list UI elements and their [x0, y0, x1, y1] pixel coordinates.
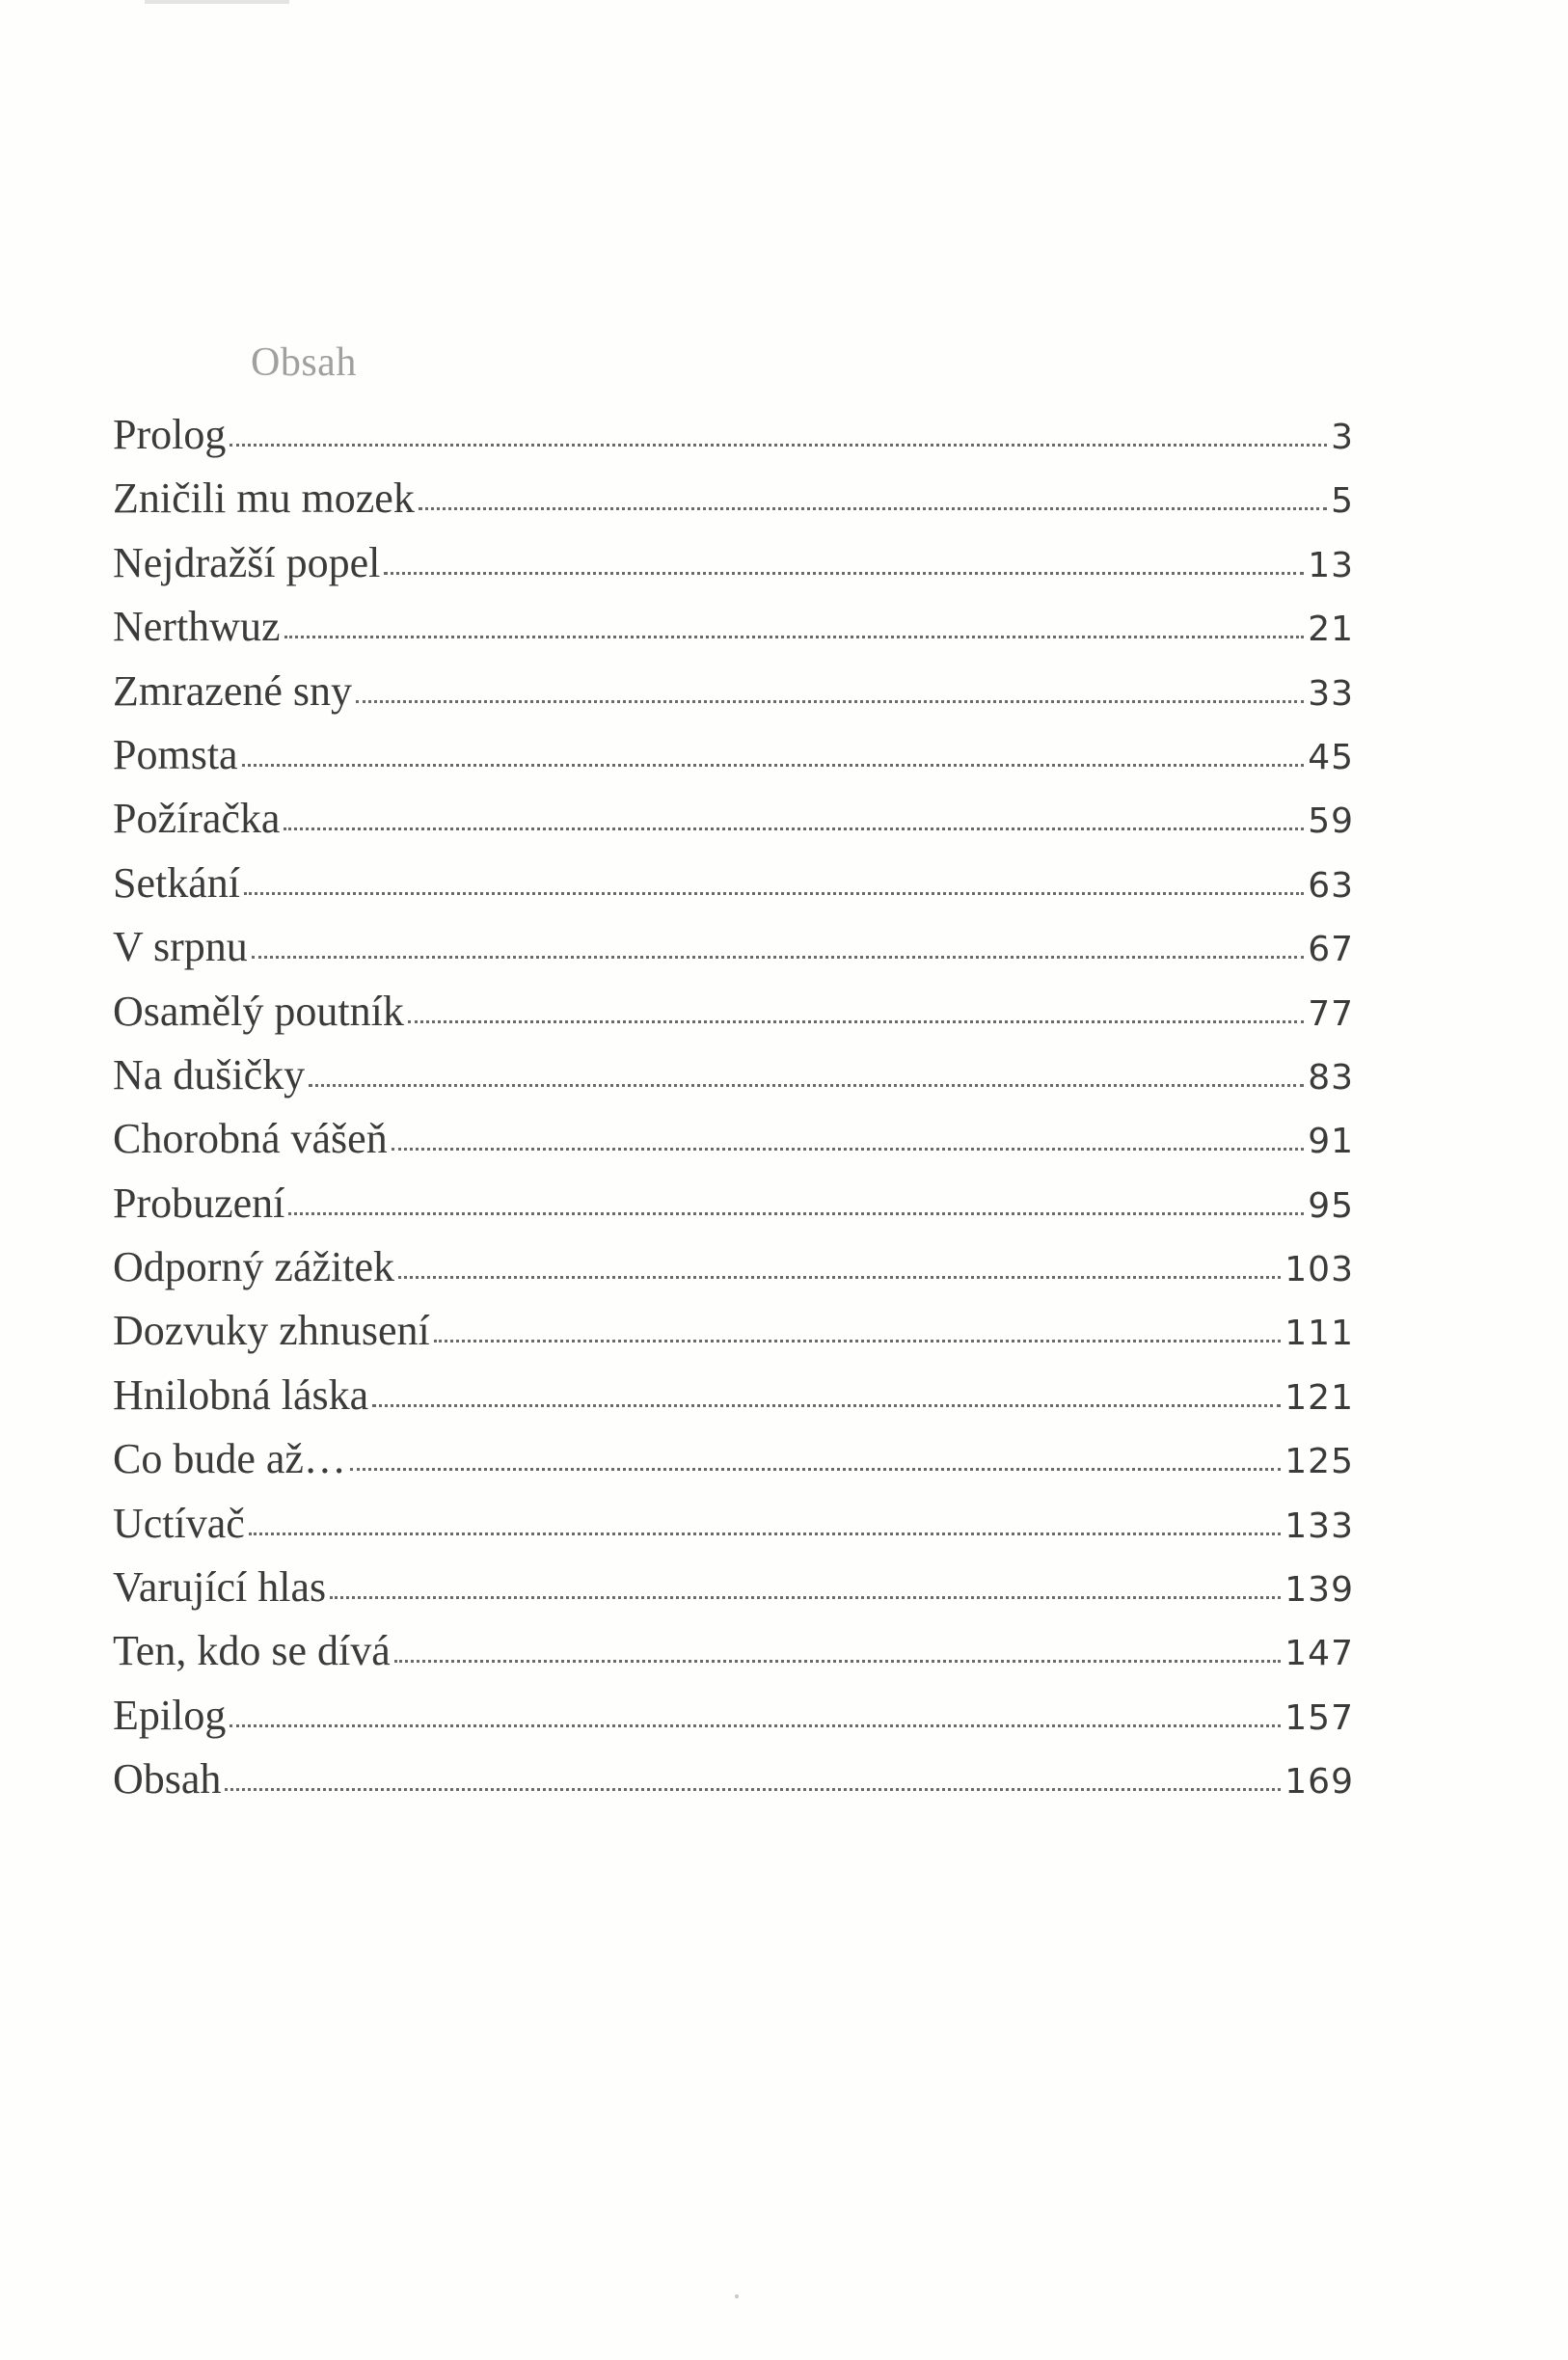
dot-leader	[284, 636, 1305, 638]
toc-entry	[113, 1364, 1354, 1427]
dot-leader	[434, 1340, 1282, 1343]
toc-entry-page: 139	[1284, 1570, 1354, 1611]
toc-entry-title: Chorobná vášeň	[113, 1115, 388, 1163]
toc-entry	[113, 1619, 1354, 1683]
toc-entry	[113, 595, 1354, 659]
toc-entry-title: Hnilobná láska	[113, 1370, 369, 1419]
dot-leader	[242, 764, 1305, 767]
toc-entry	[113, 1748, 1354, 1811]
toc-heading: Obsah	[251, 340, 357, 385]
dot-leader	[398, 1276, 1281, 1279]
toc-entry-title: Pomsta	[113, 730, 238, 778]
toc-entry-title: Na dušičky	[113, 1050, 306, 1099]
dot-leader	[225, 1788, 1281, 1791]
toc-entry	[113, 1427, 1354, 1491]
toc-entry	[113, 1235, 1354, 1299]
toc-entry-page: 83	[1308, 1057, 1354, 1098]
dot-leader	[394, 1660, 1282, 1663]
toc-entry-title: Obsah	[113, 1755, 222, 1804]
dot-leader	[384, 572, 1304, 575]
toc-entry-title: V srpnu	[113, 923, 248, 971]
toc-list	[113, 403, 1354, 1812]
toc-entry-page: 33	[1308, 673, 1354, 714]
toc-entry-title: Osamělý poutník	[113, 987, 404, 1035]
toc-entry	[113, 1684, 1354, 1748]
toc-entry-page: 147	[1284, 1634, 1354, 1674]
toc-entry-title: Odporný zážitek	[113, 1243, 394, 1291]
toc-entry-page: 111	[1284, 1314, 1354, 1354]
dot-leader	[309, 1084, 1304, 1087]
toc-entry-title: Setkání	[113, 858, 240, 907]
toc-entry	[113, 1299, 1354, 1363]
toc-entry-page: 133	[1284, 1506, 1354, 1546]
toc-entry-page: 91	[1308, 1122, 1354, 1162]
toc-entry-title: Varující hlas	[113, 1563, 327, 1612]
toc-entry	[113, 1172, 1354, 1235]
scan-edge-mark	[145, 0, 289, 4]
toc-entry	[113, 980, 1354, 1044]
toc-entry	[113, 787, 1354, 851]
toc-entry-page: 3	[1331, 418, 1354, 457]
toc-entry	[113, 1044, 1354, 1107]
toc-entry-page: 169	[1284, 1762, 1354, 1803]
toc-entry-title: Zmrazené sny	[113, 666, 352, 715]
dot-leader	[408, 1020, 1304, 1023]
toc-entry-page: 157	[1284, 1697, 1354, 1738]
dot-leader	[249, 1533, 1281, 1535]
toc-entry-title: Prolog	[113, 411, 227, 458]
toc-entry-page: 63	[1308, 865, 1354, 906]
dot-leader	[230, 444, 1327, 447]
toc-entry	[113, 1492, 1354, 1556]
toc-entry-page: 21	[1308, 610, 1354, 650]
toc-entry-title: Zničili mu mozek	[113, 475, 415, 523]
toc-entry-title: Probuzení	[113, 1179, 285, 1227]
toc-entry-page: 77	[1308, 993, 1354, 1034]
toc-entry-title: Ten, kdo se dívá	[113, 1627, 391, 1675]
toc-entry	[113, 852, 1354, 915]
dot-leader	[419, 507, 1327, 510]
toc-entry-page: 59	[1308, 801, 1354, 842]
toc-entry	[113, 1556, 1354, 1619]
dot-leader	[350, 1468, 1281, 1471]
toc-entry-title: Požíračka	[113, 795, 281, 843]
toc-entry-page: 121	[1284, 1377, 1354, 1418]
toc-entry	[113, 467, 1354, 530]
dot-leader	[392, 1148, 1304, 1151]
paper-speck	[735, 2294, 739, 2298]
toc-entry-title: Epilog	[113, 1691, 227, 1739]
toc-entry	[113, 660, 1354, 723]
toc-entry-page: 13	[1308, 545, 1354, 585]
dot-leader	[372, 1404, 1281, 1407]
toc-entry-page: 103	[1284, 1250, 1354, 1290]
toc-entry-title: Nerthwuz	[113, 603, 281, 651]
toc-entry	[113, 915, 1354, 979]
dot-leader	[356, 700, 1304, 703]
dot-leader	[284, 827, 1304, 830]
toc-entry	[113, 531, 1354, 595]
dot-leader	[252, 956, 1304, 959]
toc-entry-title: Dozvuky zhnusení	[113, 1307, 430, 1355]
dot-leader	[330, 1596, 1281, 1599]
toc-entry-page: 45	[1308, 737, 1354, 777]
toc-entry-page: 67	[1308, 930, 1354, 970]
toc-entry-page: 5	[1331, 481, 1354, 522]
toc-entry-title: Nejdražší popel	[113, 538, 381, 586]
toc-entry-page: 95	[1308, 1185, 1354, 1226]
toc-entry-title: Co bude až…	[113, 1435, 346, 1483]
dot-leader	[244, 892, 1304, 895]
toc-entry	[113, 403, 1354, 467]
toc-entry	[113, 723, 1354, 787]
toc-entry	[113, 1107, 1354, 1171]
toc-entry-title: Uctívač	[113, 1499, 245, 1547]
toc-entry-page: 125	[1284, 1442, 1354, 1482]
dot-leader	[230, 1724, 1281, 1727]
dot-leader	[288, 1212, 1304, 1215]
